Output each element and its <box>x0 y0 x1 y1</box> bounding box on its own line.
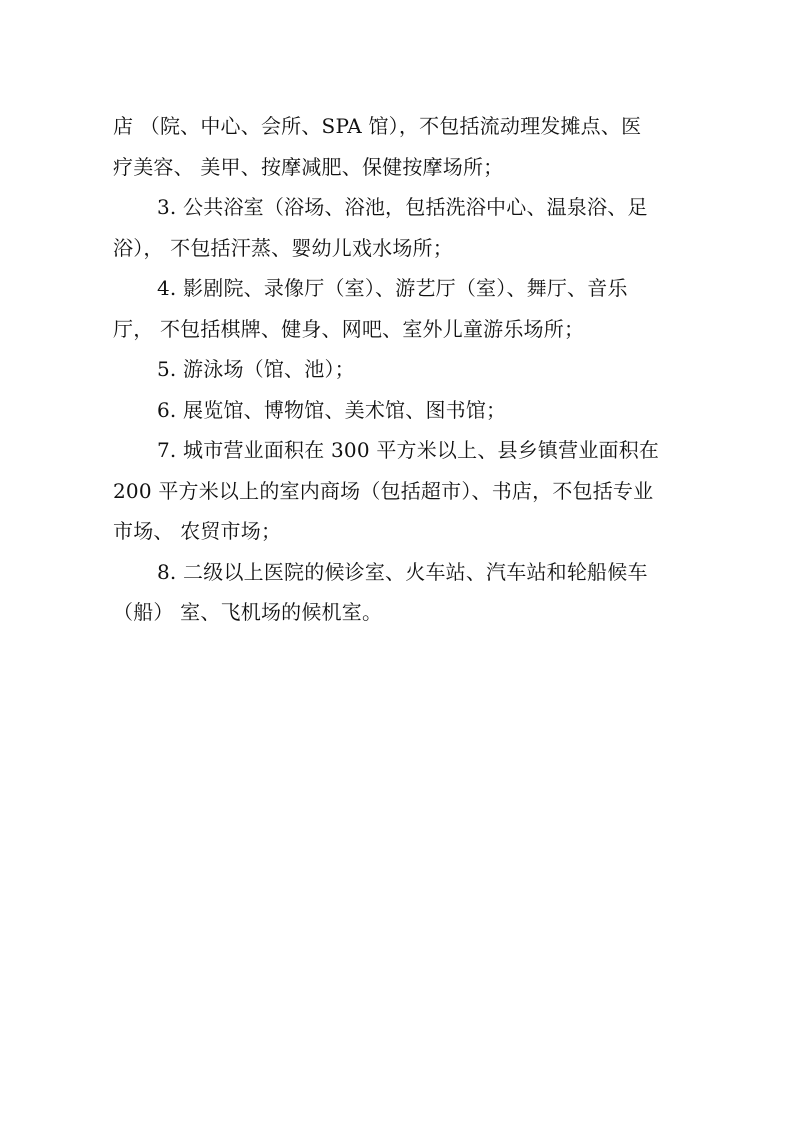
list-item-3-line-1: 3. 公共浴室（浴场、浴池，包括洗浴中心、温泉浴、足 <box>157 195 648 219</box>
list-item-7-line-1: 7. 城市营业面积在 300 平方米以上、县乡镇营业面积在 <box>157 438 660 462</box>
list-item-6: 6. 展览馆、博物馆、美术馆、图书馆； <box>157 397 507 422</box>
list-item-7-line-2: 200 平方米以上的室内商场（包括超市）、书店，不包括专业 <box>113 478 654 503</box>
document-body <box>113 106 693 633</box>
list-item-7-line-3: 市场、 农贸市场； <box>113 519 282 543</box>
list-item-8-line-1: 8. 二级以上医院的候诊室、火车站、汽车站和轮船候车 <box>157 559 648 584</box>
list-item-4-line-2: 厅， 不包括棋牌、健身、网吧、室外儿童游乐场所； <box>113 316 585 341</box>
list-item-4-line-1: 4. 影剧院、录像厅（室）、游艺厅（室）、舞厅、音乐 <box>157 276 628 300</box>
text-line-2: 疗美容、 美甲、按摩减肥、保健按摩场所； <box>113 154 504 179</box>
text-line-1: 店 （院、中心、会所、SPA 馆），不包括流动理发摊点、医 <box>113 114 642 138</box>
list-item-3-line-2: 浴）， 不包括汗蒸、婴幼儿戏水场所； <box>113 235 453 260</box>
list-item-8-line-2: （船） 室、飞机场的候机室。 <box>113 600 383 624</box>
list-item-5: 5. 游泳场（馆、池）； <box>157 357 355 381</box>
